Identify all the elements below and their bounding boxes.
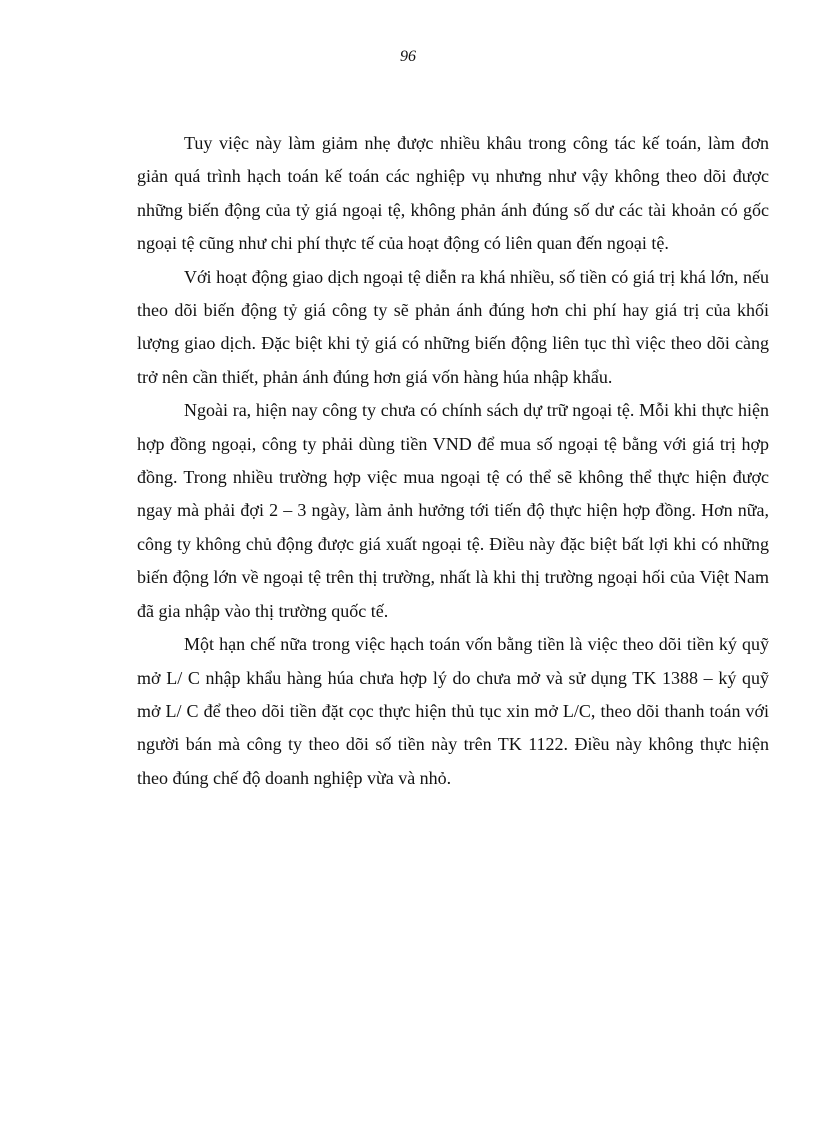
paragraph: Với hoạt động giao dịch ngoại tệ diễn ra khá nhiều, số tiền có giá trị khá lớn, nếu theo dõi biến động tỷ giá công ty sẽ phản ánh đúng hơn chi phí hay giá trị của khối lượng giao dịch. Đặc biệt khi tỷ giá có những biến động liên tục thì việc theo dõi càng trở nên cần thiết, phản ánh đúng hơn giá vốn hàng húa nhập khẩu. — [137, 266, 769, 387]
page-number: 96 — [400, 48, 416, 65]
paragraph: Một hạn chế nữa trong việc hạch toán vốn bằng tiền là việc theo dõi tiền ký quỹ mở L/ C nhập khẩu hàng húa chưa hợp lý do chưa mở và sử dụng TK 1388 – ký quỹ mở L/ C để theo dõi tiền đặt cọc thực hiện thủ tục xin mở L/C, theo dõi thanh toán với người bán mà công ty theo dõi số tiền này trên TK 1122. Điều này không thực hiện theo đúng chế độ doanh nghiệp vừa và nhỏ. — [137, 634, 769, 788]
paragraph: Ngoài ra, hiện nay công ty chưa có chính sách dự trữ ngoại tệ. Mỗi khi thực hiện hợp đồng ngoại, công ty phải dùng tiền VND để mua số ngoại tệ bằng với giá trị hợp đồng. Trong nhiều trường hợp việc mua ngoại tệ có thể sẽ không thể thực hiện được ngay mà phải đợi 2 – 3 ngày, làm ảnh hưởng tới tiến độ thực hiện hợp đồng. Hơn nữa, công ty không chủ động được giá xuất ngoại tệ. Điều này đặc biệt bất lợi khi có những biến động lớn về ngoại tệ trên thị trường, nhất là khi thị trường ngoại hối của Việt Nam đã gia nhập vào thị trường quốc tế. — [137, 400, 769, 621]
body-text — [137, 127, 769, 795]
paragraph: Tuy việc này làm giảm nhẹ được nhiều khâu trong công tác kế toán, làm đơn giản quá trình hạch toán kế toán các nghiệp vụ nhưng như vậy không theo dõi được những biến động của tỷ giá ngoại tệ, không phản ánh đúng số dư các tài khoản có gốc ngoại tệ cũng như chi phí thực tế của hoạt động có liên quan đến ngoại tệ. — [137, 133, 769, 254]
